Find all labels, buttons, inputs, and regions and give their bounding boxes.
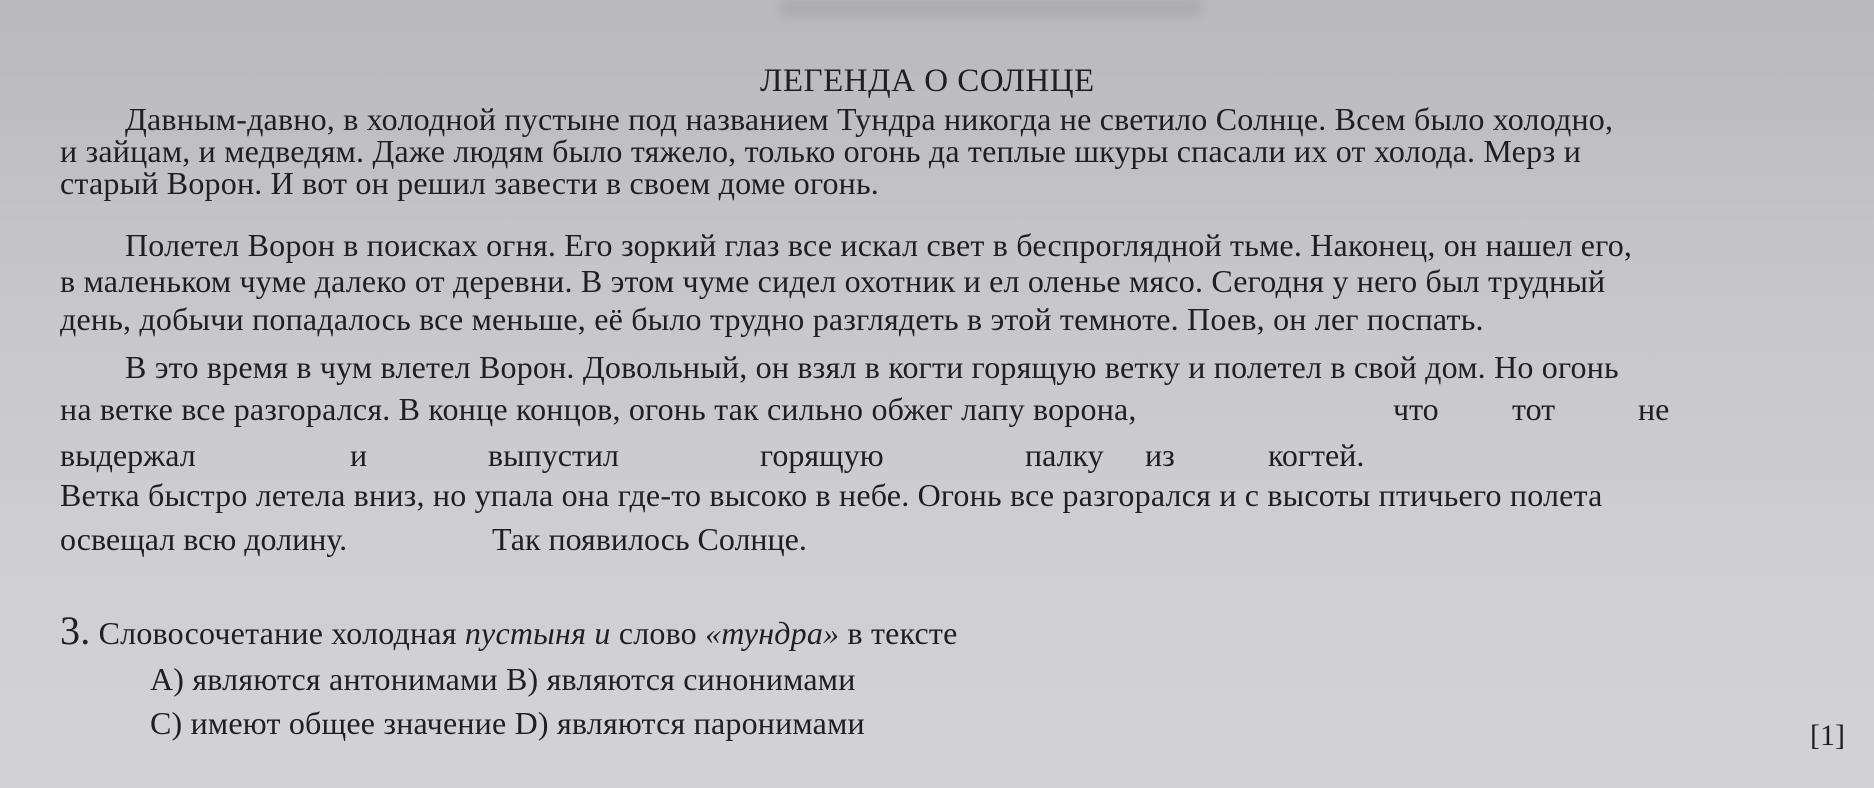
- text-line-11-part-1: освещал всю долину.: [60, 521, 348, 557]
- question-number: 3.: [60, 608, 91, 653]
- text-line-2: и зайцам, и медведям. Даже людям было тяжело, только огонь да теплые шкуры спасали их от холода. Мерз и: [60, 133, 1582, 169]
- line9-word-3: выпустил: [488, 437, 620, 473]
- text-line-7: В это время в чум влетел Ворон. Довольный, он взял в когти горящую ветку и полетел в свой дом. Но огонь: [125, 349, 1619, 385]
- question-stem-italic-1: пустыня и: [464, 615, 611, 651]
- answer-options-row-2: C) имеют общее значение D) являются паронимами: [150, 705, 865, 741]
- line8-word-2: тот: [1512, 391, 1556, 427]
- marks-label: [1]: [1810, 719, 1845, 752]
- bleed-through-shadow: [780, 0, 1200, 16]
- question-stem-italic-2: «тундра»: [705, 615, 840, 651]
- text-line-8: на ветке все разгорался. В конце концов, огонь так сильно обжег лапу ворона,: [60, 391, 1137, 427]
- line9-word-6: из: [1145, 437, 1175, 473]
- text-line-6: день, добычи попадалось все меньше, её было трудно разглядеть в этой темноте. Поев, он лег поспать.: [60, 301, 1484, 337]
- question-stem-part-3: в тексте: [847, 615, 958, 651]
- text-line-5: в маленьком чуме далеко от деревни. В этом чуме сидел охотник и ел оленье мясо. Сегодня у него был трудный: [60, 263, 1606, 299]
- line8-word-3: не: [1638, 391, 1670, 427]
- line9-word-4: горящую: [760, 437, 884, 473]
- text-line-11-part-2: Так появилось Солнце.: [492, 521, 807, 557]
- text-line-10: Ветка быстро летела вниз, но упала она где-то высоко в небе. Огонь все разгорался и с высоты птичьего полета: [60, 477, 1603, 513]
- text-line-3: старый Ворон. И вот он решил завести в своем доме огонь.: [60, 165, 879, 201]
- question-stem: [60, 608, 958, 653]
- line8-word-1: что: [1393, 391, 1439, 427]
- line9-word-2: и: [350, 437, 368, 473]
- text-line-1: Давным-давно, в холодной пустыне под названием Тундра никогда не светило Солнце. Всем было холодно,: [125, 101, 1614, 137]
- text-line-4: Полетел Ворон в поисках огня. Его зоркий глаз все искал свет в беспроглядной тьме. Наконец, он нашел его,: [125, 227, 1633, 263]
- answer-options-row-1: A) являются антонимами B) являются синонимами: [150, 661, 856, 697]
- question-stem-part-2: слово: [618, 615, 697, 651]
- line9-word-5: палку: [1025, 437, 1104, 473]
- story-title: ЛЕГЕНДА О СОЛНЦЕ: [760, 63, 1095, 99]
- line9-word-7: когтей.: [1268, 437, 1365, 473]
- line9-word-1: выдержал: [60, 437, 196, 473]
- question-stem-part-1: Словосочетание холодная: [98, 615, 457, 651]
